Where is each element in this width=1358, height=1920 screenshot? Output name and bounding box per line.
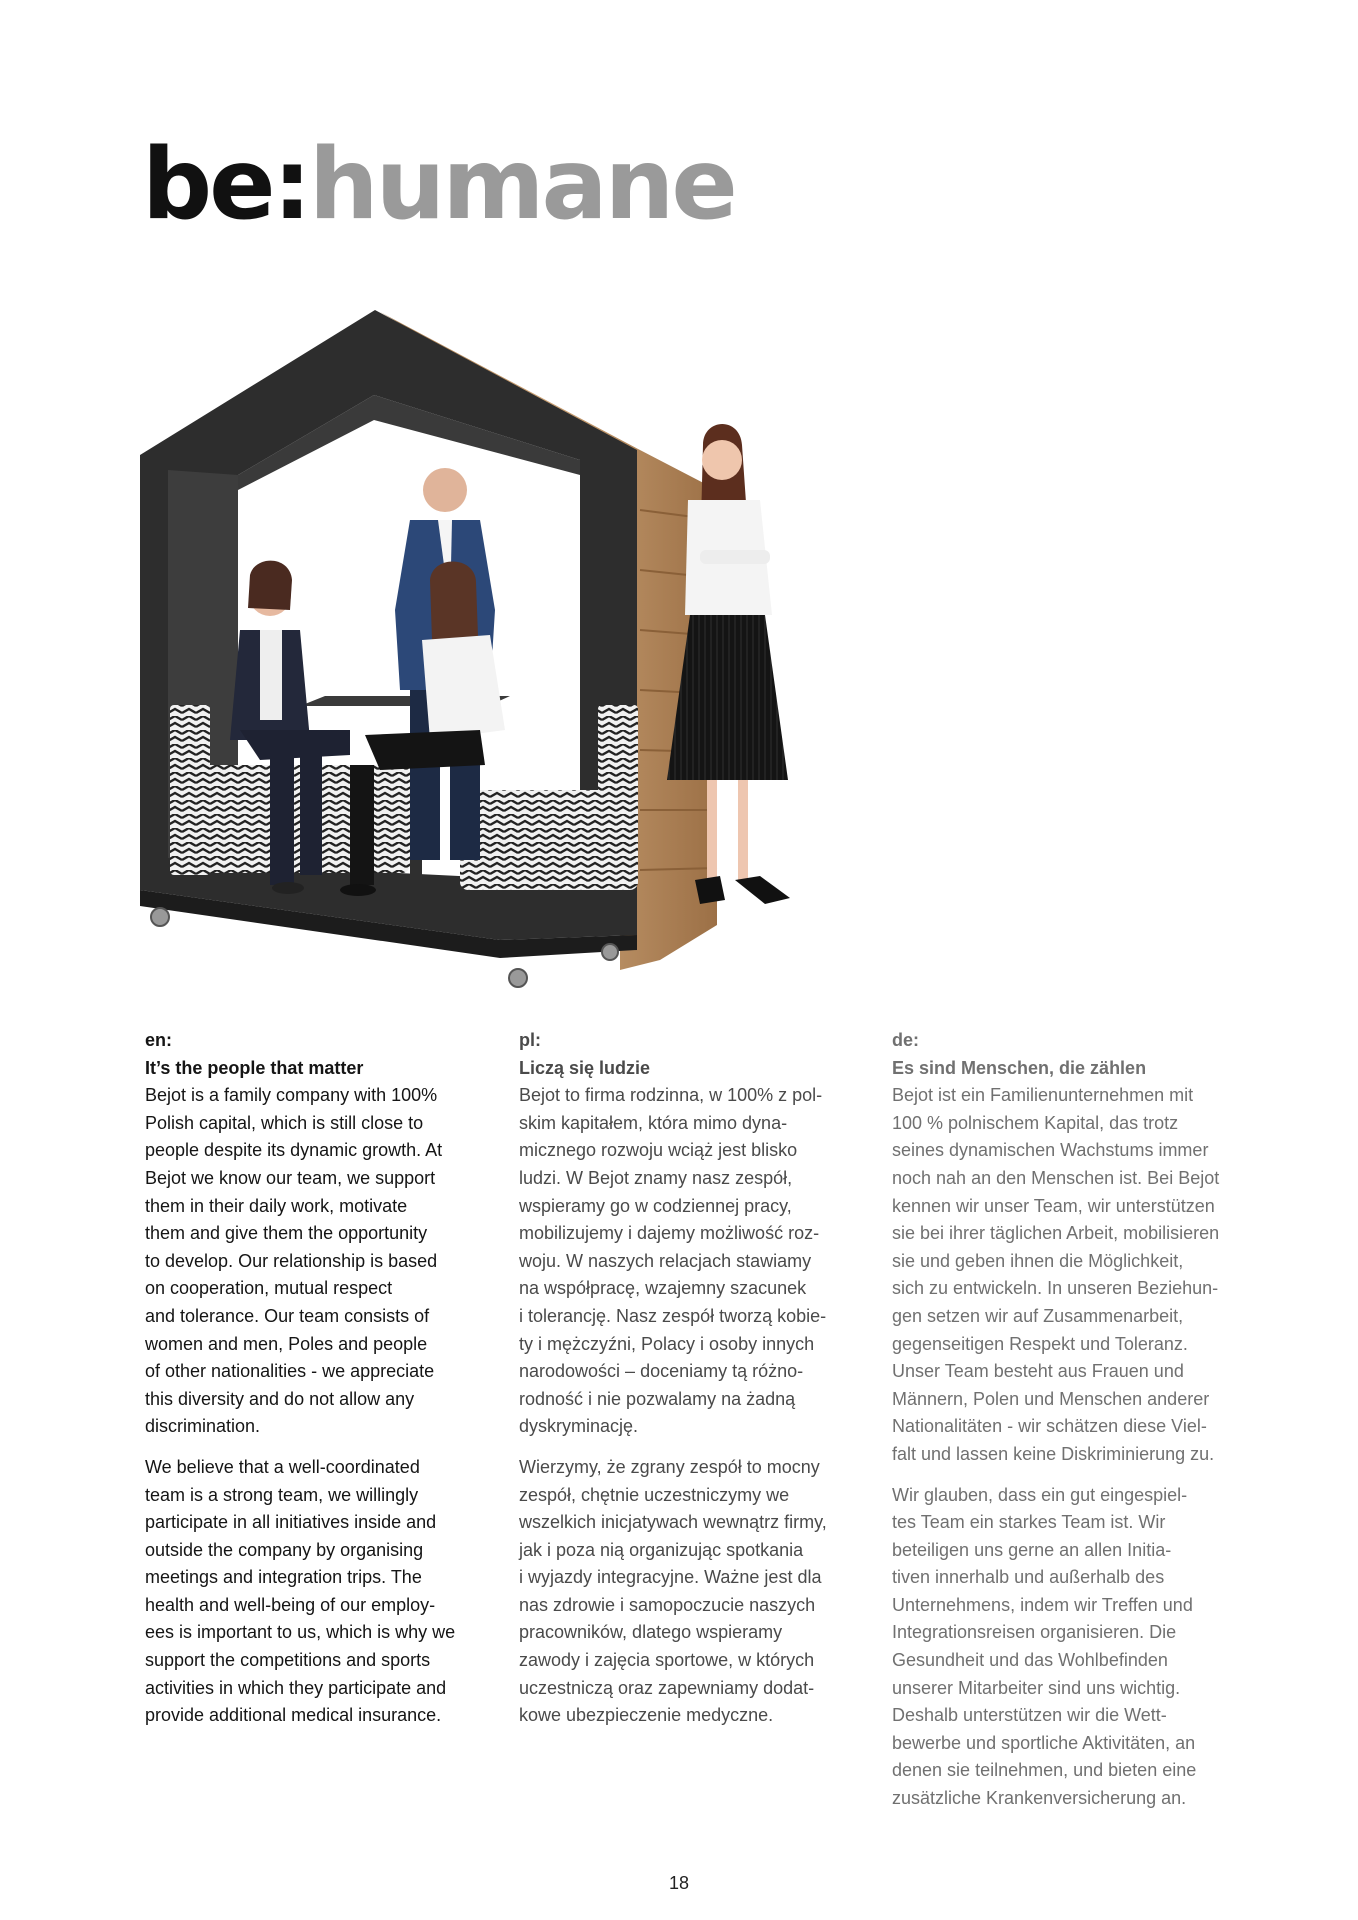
text-line: sie bei ihrer täglichen Arbeit, mobilisieren (892, 1223, 1220, 1244)
paragraph-en-1 (145, 1082, 485, 1441)
text-line: gegenseitigen Respekt und Toleranz. (892, 1333, 1188, 1354)
text-line: nas zdrowie i samopoczucie naszych (519, 1594, 816, 1615)
text-line: tiven innerhalb und außerhalb des (892, 1567, 1165, 1588)
text-line: women and men, Poles and people (145, 1333, 428, 1354)
text-line: pracowników, dlatego wspieramy (519, 1622, 783, 1643)
text-line: We believe that a well-coordinated (145, 1456, 420, 1477)
text-line: 100 % polnischem Kapital, das trotz (892, 1112, 1179, 1133)
text-line: Wierzymy, że zgrany zespół to mocny (519, 1456, 820, 1477)
text-line: to develop. Our relationship is based (145, 1250, 438, 1271)
text-line: uczestniczą oraz zapewniamy dodat- (519, 1677, 815, 1698)
text-line: rodność i nie pozwalamy na żadną (519, 1388, 796, 1409)
text-line: i tolerancję. Nasz zespół tworzą kobie- (519, 1305, 827, 1326)
text-line: them in their daily work, motivate (145, 1195, 408, 1216)
text-line: on cooperation, mutual respect (145, 1278, 393, 1299)
language-label-en: en: (145, 1030, 172, 1050)
text-line: wspieramy go w codziennej pracy, (519, 1195, 792, 1216)
paragraph-pl-2 (519, 1454, 859, 1730)
text-line: zespół, chętnie uczestniczymy we (519, 1484, 790, 1505)
text-line: outside the company by organising (145, 1539, 424, 1560)
text-line: discrimination. (145, 1416, 261, 1437)
paragraph-de-2 (892, 1482, 1232, 1813)
text-line: jak i poza nią organizując spotkania (519, 1539, 804, 1560)
text-line: Polish capital, which is still close to (145, 1112, 424, 1133)
text-line: bewerbe und sportliche Aktivitäten, an (892, 1732, 1196, 1753)
text-line: wszelkich inicjatywach wewnątrz firmy, (519, 1512, 827, 1533)
text-line: Deshalb unterstützen wir die Wett- (892, 1705, 1167, 1726)
text-line: this diversity and do not allow any (145, 1388, 415, 1409)
text-line: na współpracę, wzajemny szacunek (519, 1278, 807, 1299)
text-line: meetings and integration trips. The (145, 1567, 422, 1588)
text-line: narodowości – doceniamy tą różno- (519, 1361, 804, 1382)
text-line: sich zu entwickeln. In unseren Beziehun- (892, 1278, 1219, 1299)
page-title (142, 128, 735, 242)
text-line: of other nationalities - we appreciate (145, 1361, 435, 1382)
text-line: Gesundheit und das Wohlbefinden (892, 1650, 1168, 1671)
text-line: ludzi. W Bejot znamy nasz zespół, (519, 1167, 793, 1188)
section-heading-en: It’s the people that matter (145, 1057, 364, 1078)
text-line: Bejot we know our team, we support (145, 1167, 436, 1188)
column-english (145, 1027, 485, 1730)
product-photo (140, 310, 860, 990)
text-line: Unser Team besteht aus Frauen und (892, 1361, 1184, 1382)
text-line: zawody i zajęcia sportowe, w których (519, 1650, 815, 1671)
column-polish (519, 1027, 859, 1730)
paragraph-en-2 (145, 1454, 485, 1730)
text-line: team is a strong team, we willingly (145, 1484, 419, 1505)
text-line: i wyjazdy integracyjne. Ważne jest dla (519, 1567, 822, 1588)
text-line: denen sie teilnehmen, und bieten eine (892, 1760, 1197, 1781)
text-line: provide additional medical insurance. (145, 1705, 442, 1726)
text-line: Nationalitäten - wir schätzen diese Viel- (892, 1416, 1207, 1437)
text-line: support the competitions and sports (145, 1650, 431, 1671)
paragraph-de-1 (892, 1082, 1232, 1468)
text-line: health and well-being of our employ- (145, 1594, 436, 1615)
text-line: zusätzliche Krankenversicherung an. (892, 1788, 1187, 1809)
text-line: Unternehmens, indem wir Treffen und (892, 1594, 1193, 1615)
title-brand-prefix: be: (142, 128, 309, 242)
text-line: Bejot is a family company with 100% (145, 1085, 438, 1106)
text-line: seines dynamischen Wachstums immer (892, 1140, 1209, 1161)
text-line: activities in which they participate and (145, 1677, 447, 1698)
column-german (892, 1027, 1232, 1813)
text-line: ees is important to us, which is why we (145, 1622, 456, 1643)
text-line: Bejot to firma rodzinna, w 100% z pol- (519, 1085, 823, 1106)
text-line: Bejot ist ein Familienunternehmen mit (892, 1085, 1194, 1106)
text-line: Wir glauben, dass ein gut eingespiel- (892, 1484, 1188, 1505)
paragraph-pl-1 (519, 1082, 859, 1441)
text-line: Integrationsreisen organisieren. Die (892, 1622, 1177, 1643)
text-line: dyskryminację. (519, 1416, 639, 1437)
title-brand-word: humane (308, 128, 735, 242)
text-line: tes Team ein starkes Team ist. Wir (892, 1512, 1166, 1533)
text-line: ty i mężczyźni, Polacy i osoby innych (519, 1333, 815, 1354)
text-line: gen setzen wir auf Zusammenarbeit, (892, 1305, 1184, 1326)
text-line: skim kapitałem, która mimo dyna- (519, 1112, 788, 1133)
text-line: kowe ubezpieczenie medyczne. (519, 1705, 774, 1726)
language-label-pl: pl: (519, 1030, 541, 1050)
text-line: micznego rozwoju wciąż jest blisko (519, 1140, 798, 1161)
section-heading-pl: Liczą się ludzie (519, 1057, 651, 1078)
text-line: unserer Mitarbeiter sind uns wichtig. (892, 1677, 1181, 1698)
text-line: them and give them the opportunity (145, 1223, 428, 1244)
section-heading-de: Es sind Menschen, die zählen (892, 1057, 1147, 1078)
language-label-de: de: (892, 1030, 919, 1050)
text-line: falt und lassen keine Diskriminierung zu. (892, 1443, 1215, 1464)
text-line: and tolerance. Our team consists of (145, 1305, 430, 1326)
page-number: 18 (668, 1873, 690, 1893)
text-line: woju. W naszych relacjach stawiamy (519, 1250, 812, 1271)
text-line: Männern, Polen und Menschen anderer (892, 1388, 1210, 1409)
text-line: noch nah an den Menschen ist. Bei Bejot (892, 1167, 1220, 1188)
text-line: people despite its dynamic growth. At (145, 1140, 443, 1161)
text-line: sie und geben ihnen die Möglichkeit, (892, 1250, 1184, 1271)
text-line: participate in all initiatives inside and (145, 1512, 437, 1533)
text-line: beteiligen uns gerne an allen Initia- (892, 1539, 1172, 1560)
text-line: kennen wir unser Team, wir unterstützen (892, 1195, 1215, 1216)
text-line: mobilizujemy i dajemy możliwość roz- (519, 1223, 820, 1244)
